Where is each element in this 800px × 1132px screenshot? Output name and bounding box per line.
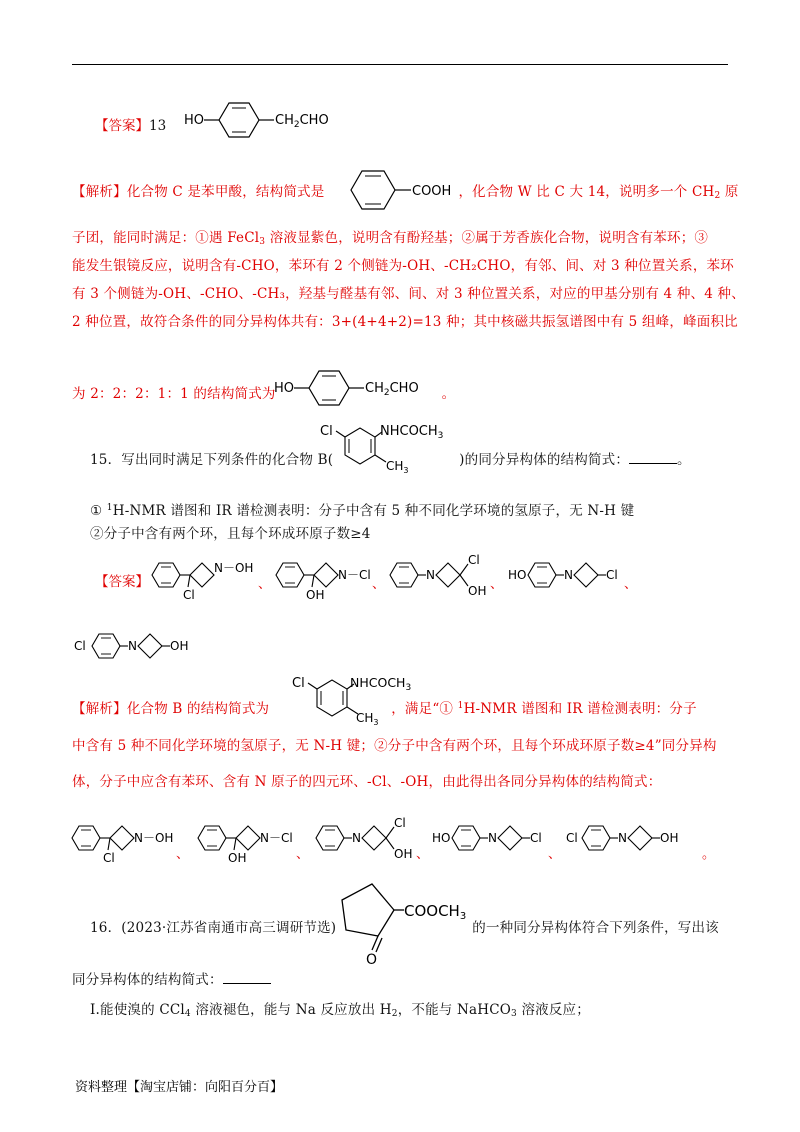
struct-cooh-label: COOH: [412, 184, 452, 199]
q15-stem-text: 。: [677, 452, 691, 468]
struct-ch2-sub: 2: [383, 388, 390, 398]
footer-text: 资料整理【淘宝店铺：向阳百分百】: [75, 1080, 284, 1095]
struct-ch2-sub: 2: [293, 120, 300, 130]
struct-answer-d: [508, 563, 618, 587]
separator: 、: [176, 847, 190, 862]
q14-analysis-line-4: 有 3 个侧链为-OH、-CHO、-CH₃，羟基与醛基有邻、间、对 3 种位置关系，对应的甲基分别有 4 种、4 种、: [72, 286, 745, 302]
struct-o-label: O: [366, 952, 378, 964]
analysis-tag: 【解析】: [72, 701, 127, 717]
lbl-oh: OH: [468, 584, 487, 598]
analysis-tag: 【解析】: [72, 184, 127, 200]
lbl-n-oh: N－OH: [134, 831, 174, 845]
q14-answer-line: [95, 116, 166, 136]
lbl-ho: HO: [432, 831, 451, 845]
lbl-oh: OH: [660, 831, 679, 845]
struct-cho-label: CHO: [299, 113, 329, 128]
lbl-oh: OH: [228, 851, 247, 865]
lbl-n: N: [128, 639, 137, 653]
analysis-text: 化合物 C 是苯甲酸，结构简式是: [126, 184, 325, 200]
cond-text: ①: [90, 503, 107, 519]
lbl-cl: Cl: [74, 639, 86, 653]
cond-sub: 2: [391, 1009, 398, 1019]
struct-nhcoch-label: NHCOCH: [350, 675, 406, 690]
struct-answer-e: [72, 624, 232, 668]
lbl-n: N: [618, 831, 627, 845]
analysis-text: 原: [720, 184, 739, 200]
q16-stem-text: 16．(2023·江苏省南通市高三调研节选): [90, 920, 337, 936]
q15-analysis-line-3: 体，分子中应含有苯环、含有 N 原子的四元环、-Cl、-OH，由此得出各同分异构体的结构简式：: [72, 774, 662, 790]
analysis-text: 为 2：2：2：1：1 的结构简式为: [72, 386, 276, 402]
separator: 、: [490, 577, 504, 592]
lbl-cl: Cl: [468, 553, 480, 567]
struct-answer-a: [152, 561, 253, 602]
struct-hydroxyphenylacetaldehyde-2: [272, 364, 452, 410]
analysis-text: H-NMR 谱图和 IR 谱检测表明：分子: [463, 701, 697, 717]
struct-ch2-label: CH: [275, 113, 294, 128]
analysis-text: 子团，能同时满足：①遇 FeCl: [72, 230, 260, 246]
lbl-cl: Cl: [566, 831, 578, 845]
svg-text:COOCH3: [404, 902, 466, 922]
q15-stem-text: 15．写出同时满足下列条件的化合物 B(: [90, 452, 334, 468]
struct-ch3-label: CH: [386, 459, 404, 473]
svg-text:CH2CHO: [365, 381, 419, 398]
cond-text: 溶液褪色，能与 Na 反应放出 H: [190, 1002, 392, 1018]
lbl-cl: Cl: [183, 588, 195, 602]
struct-compound-b-1: [318, 418, 468, 484]
struct-analysis-b: [198, 826, 293, 865]
header-rule: [72, 64, 728, 65]
struct-cooch-label: COOCH: [404, 902, 460, 920]
struct-sub: 3: [373, 718, 379, 727]
struct-methyl-oxocyclopentanecarboxylate: [322, 874, 468, 964]
lbl-ho: HO: [508, 568, 527, 582]
cond-sub: 4: [184, 1009, 191, 1019]
analysis-sub: 3: [259, 237, 266, 247]
analysis-text: 溶液显紫色，说明含有酚羟基；②属于芳香族化合物，说明含有苯环；③: [265, 230, 709, 246]
struct-nhcoch-label: NHCOCH: [380, 424, 438, 439]
end-mark: 。: [702, 847, 716, 862]
q14-analysis-line-5: 2 种位置，故符合条件的同分异构体共有：3+(4+4+2)=13 种；其中核磁共振氢谱图中有 5 组峰，峰面积比: [72, 314, 738, 330]
q16-condition-1: [90, 1000, 590, 1024]
svg-text:NHCOCH3: [350, 675, 411, 693]
answer-tag: 【答案】: [95, 118, 149, 134]
svg-text:CH3: [386, 459, 409, 475]
struct-answer-b: [276, 563, 371, 602]
analysis-sub: 2: [714, 191, 721, 201]
cond-text: H-NMR 谱图和 IR 谱检测表明：分子中含有 5 种不同化学环境的氢原子，无 N-H 键: [112, 503, 635, 519]
struct-benzoic-acid: [343, 164, 473, 216]
svg-text:CH2CHO: [275, 113, 329, 130]
struct-hydroxyphenylacetaldehyde-1: [182, 96, 362, 142]
q15-stem-text: )的同分异构体的结构简式：: [459, 452, 630, 468]
cond-text: 溶液反应；: [516, 1002, 590, 1018]
answer-blank[interactable]: [629, 463, 677, 464]
q15-answer-tag: 【答案】: [95, 574, 149, 590]
q15-condition-1: [90, 498, 634, 521]
lbl-oh: OH: [306, 588, 325, 602]
struct-ho-label: HO: [184, 113, 205, 128]
separator: 、: [258, 577, 272, 592]
lbl-oh: OH: [170, 639, 189, 653]
q14-analysis-line-3: 能发生银镜反应，说明含有-CHO，苯环有 2 个侧链为-OH、-CH₂CHO，有邻、间、对 3 种位置关系，苯环: [72, 258, 734, 274]
lbl-n: N: [488, 831, 497, 845]
analysis-text: 。: [441, 386, 456, 402]
q15-answer-structures-row-1: [150, 548, 670, 610]
struct-answer-c: [390, 553, 486, 598]
answer-count: 13: [149, 118, 167, 134]
separator: 、: [624, 577, 638, 592]
lbl-n: N: [352, 831, 361, 845]
separator: 、: [416, 847, 430, 862]
struct-ch3-label: CH: [356, 711, 374, 725]
separator: 、: [548, 847, 562, 862]
lbl-n-oh: N－OH: [214, 561, 254, 575]
struct-analysis-c: [316, 816, 412, 861]
analysis-text: ，满足“①: [391, 701, 458, 717]
lbl-cl: Cl: [606, 568, 618, 582]
struct-sub: 3: [405, 683, 412, 693]
q15-condition-2: ②分子中含有两个环，且每个环成环原子数≥4: [90, 526, 371, 542]
struct-sub: 3: [403, 466, 409, 475]
struct-analysis-d: [432, 826, 542, 850]
svg-text:NHCOCH3: [380, 424, 443, 441]
cond-sub: 3: [511, 1009, 517, 1019]
struct-analysis-e: [566, 826, 678, 850]
q15-analysis-line-2: 中含有 5 种不同化学环境的氢原子，无 N-H 键；②分子中含有两个环，且每个环成环原子数≥4”同分异构: [72, 738, 717, 754]
struct-sub: 3: [459, 911, 467, 922]
lbl-cl: Cl: [530, 831, 542, 845]
q14-analysis-line-2: [72, 228, 708, 252]
cond-text: ，不能与 NaHCO: [397, 1002, 512, 1018]
separator: 、: [372, 577, 386, 592]
lbl-n: N: [564, 568, 573, 582]
cond-text: Ⅰ.能使溴的 CCl: [90, 1002, 185, 1018]
struct-cho-label: CHO: [389, 381, 419, 396]
q16-stem-text: 的一种同分异构体符合下列条件，写出该: [472, 920, 719, 936]
lbl-oh: OH: [394, 847, 413, 861]
cond-sup: 1: [106, 503, 113, 513]
answer-blank[interactable]: [223, 983, 271, 984]
lbl-cl: Cl: [394, 816, 406, 830]
lbl-cl: Cl: [103, 851, 115, 865]
lbl-n-cl: N－Cl: [338, 568, 371, 582]
analysis-text: 化合物 B 的结构简式为: [126, 701, 270, 717]
struct-ch2-label: CH: [365, 381, 384, 396]
analysis-text: ，化合物 W 比 C 大 14，说明多一个 CH: [458, 184, 715, 200]
struct-compound-b-2: [290, 670, 420, 736]
svg-text:CH3: [356, 711, 379, 727]
struct-ho-label: HO: [274, 381, 295, 396]
separator: 、: [296, 847, 310, 862]
q16-stem-line-2: [72, 970, 271, 990]
struct-sub: 3: [437, 431, 444, 441]
lbl-n: N: [426, 568, 435, 582]
q15-analysis-structures: [70, 814, 730, 874]
lbl-n-cl: N－Cl: [260, 831, 293, 845]
analysis-sup: 1: [457, 701, 464, 711]
struct-analysis-a: [72, 826, 173, 865]
struct-cl-label: Cl: [320, 424, 333, 439]
struct-cl-label: Cl: [292, 676, 305, 691]
q16-stem-text: 同分异构体的结构简式：: [72, 972, 223, 988]
